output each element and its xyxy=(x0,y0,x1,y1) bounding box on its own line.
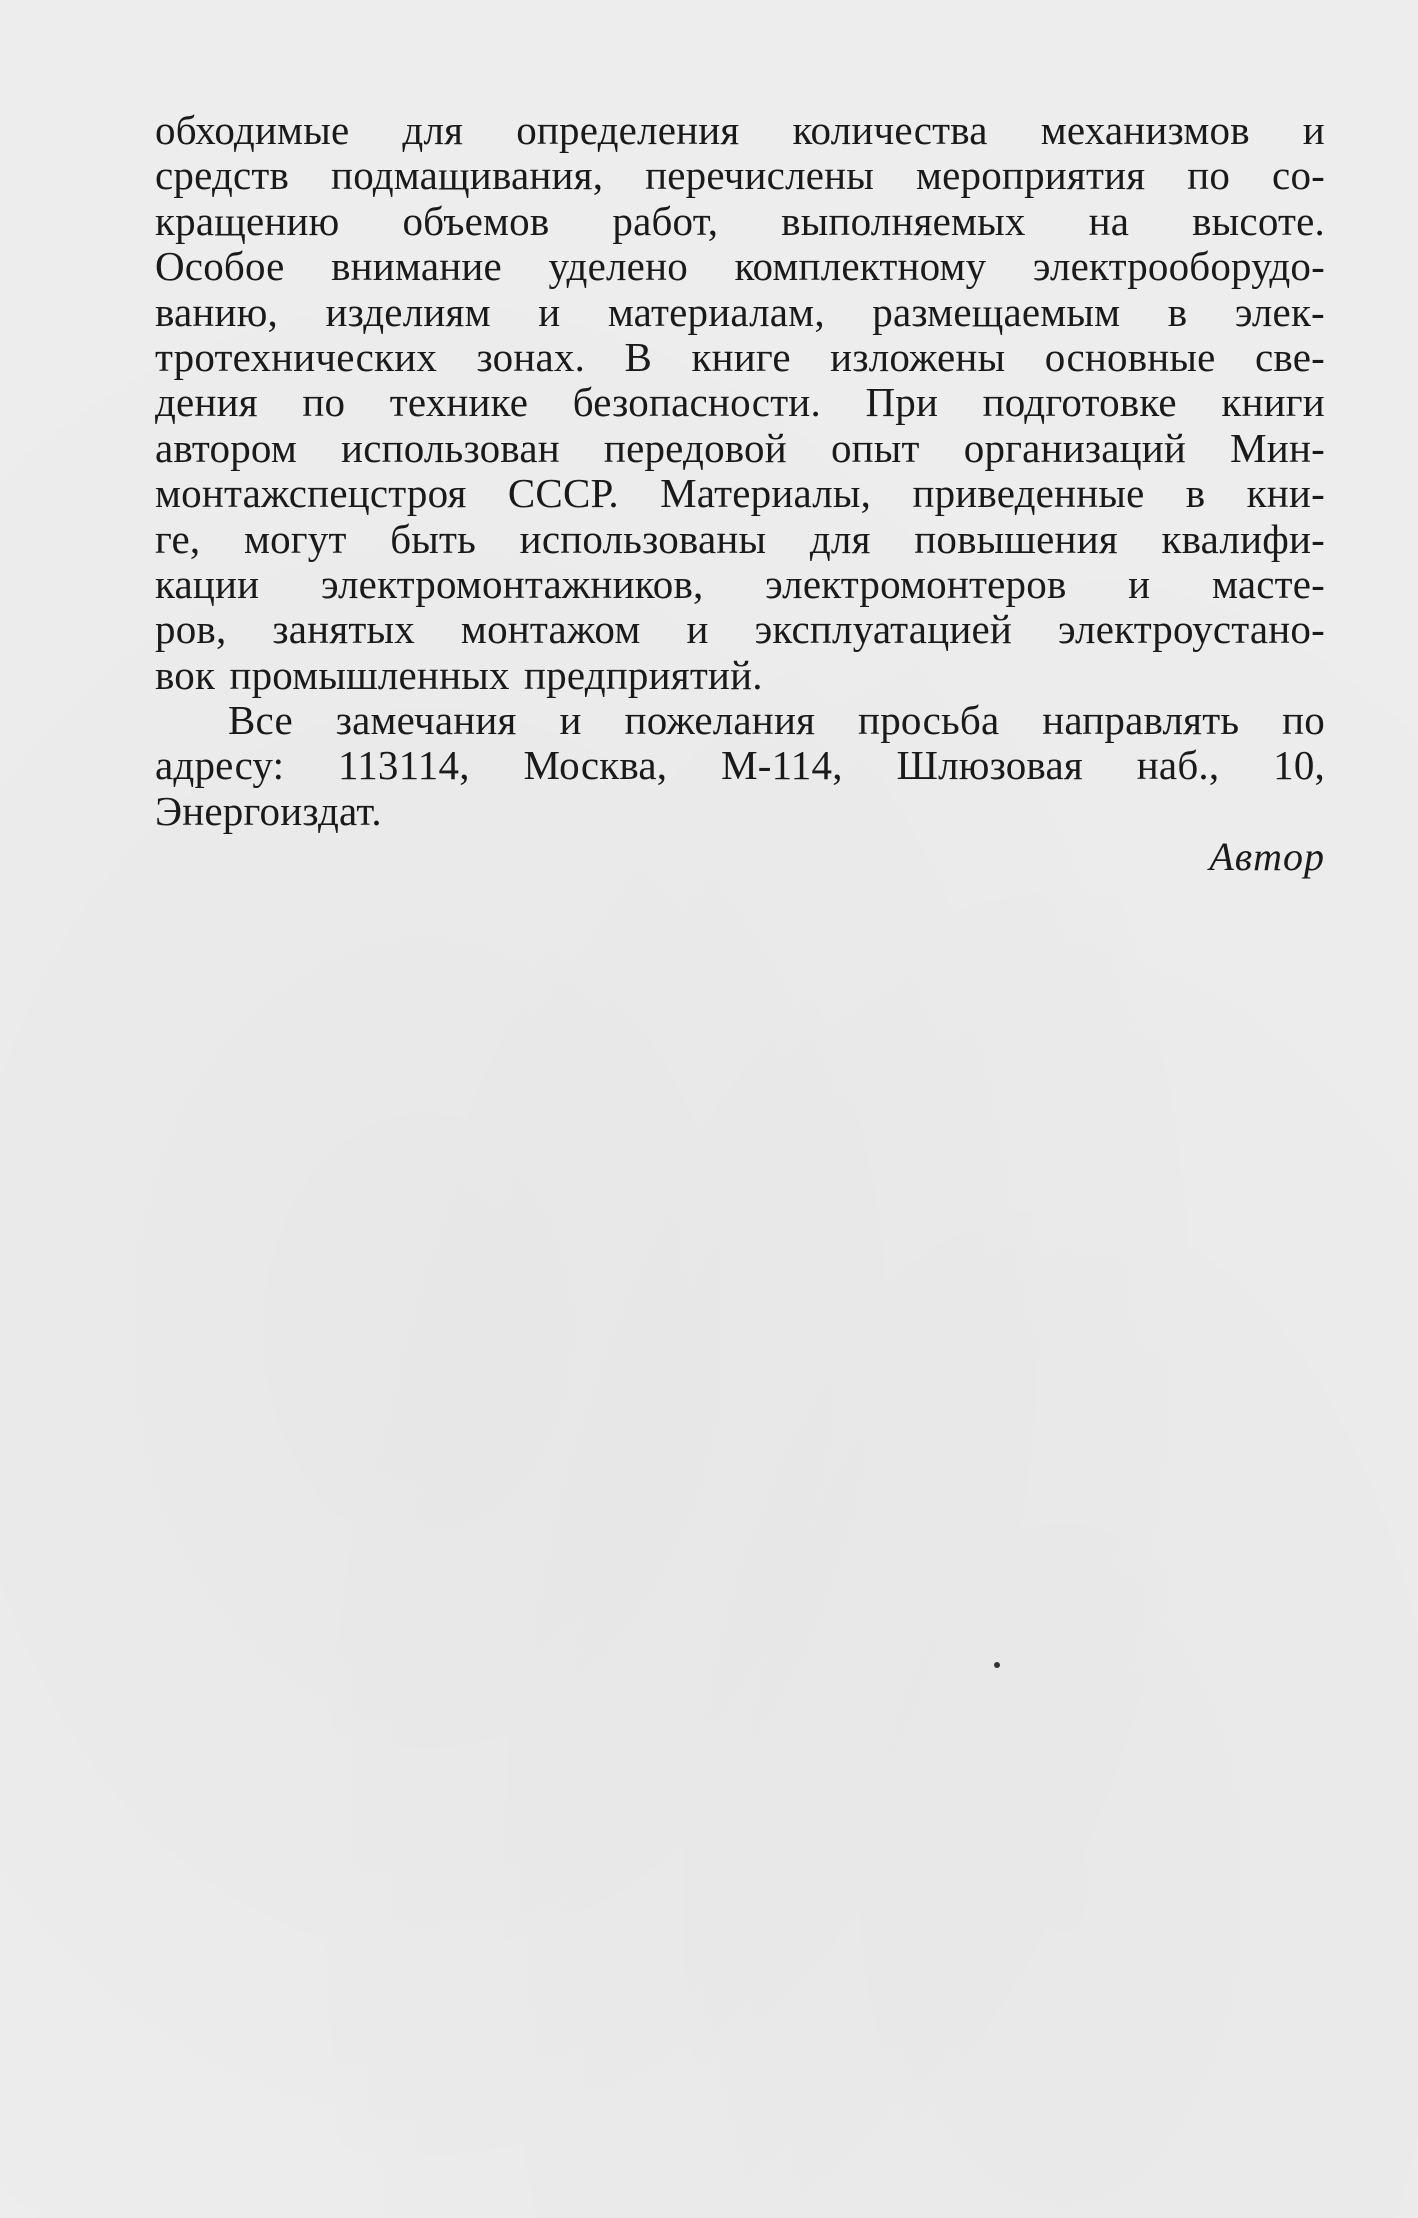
word: зонах. xyxy=(476,333,586,380)
word: Материалы, xyxy=(660,470,872,517)
word: све- xyxy=(1255,333,1325,380)
text-line xyxy=(155,653,1325,698)
word: предприятий. xyxy=(524,651,763,698)
word: подмащивания, xyxy=(331,152,604,199)
page-text xyxy=(155,108,1325,880)
word: эксплуатацией xyxy=(754,606,1013,653)
word: монтажспецстроя xyxy=(155,470,467,517)
text-line xyxy=(155,471,1325,516)
word: кни- xyxy=(1246,470,1325,517)
word: использованы xyxy=(519,515,767,562)
word: электромонтажников, xyxy=(320,560,704,607)
word: могут xyxy=(243,515,347,562)
author-signature: Автор xyxy=(1209,834,1325,880)
text-line xyxy=(155,517,1325,562)
word: мероприятия xyxy=(915,152,1146,199)
word: просьба xyxy=(858,697,1000,744)
word: для xyxy=(809,515,871,562)
word: по xyxy=(1282,697,1325,744)
word: подготовке xyxy=(982,379,1177,426)
text-line xyxy=(155,789,1325,834)
word: кации xyxy=(155,560,260,607)
word: Мин- xyxy=(1230,424,1325,471)
word: замечания xyxy=(335,697,517,744)
word: электромонтеров xyxy=(765,560,1067,607)
word: использован xyxy=(341,424,560,471)
word: Особое xyxy=(155,243,285,290)
word: автором xyxy=(155,424,297,471)
word: изложены xyxy=(830,333,1006,380)
word: в xyxy=(1185,470,1206,517)
word: электрооборудо- xyxy=(1032,243,1325,290)
text-line xyxy=(155,153,1325,198)
word: Энергоиздат. xyxy=(155,787,382,834)
word: пожелания xyxy=(624,697,816,744)
text-line xyxy=(155,607,1325,652)
text-line xyxy=(155,108,1325,153)
word: наб., xyxy=(1136,742,1220,789)
word: основные xyxy=(1044,333,1216,380)
text-line xyxy=(155,426,1325,471)
word: количества xyxy=(792,107,988,153)
word: по xyxy=(1187,152,1231,199)
text-line xyxy=(155,244,1325,289)
word: тротехнических xyxy=(155,333,438,380)
word: размещаемым xyxy=(872,288,1121,335)
word: на xyxy=(1088,197,1130,244)
word: передовой xyxy=(603,424,787,471)
word: внимание xyxy=(331,243,502,290)
word: для xyxy=(402,107,464,153)
word: ге, xyxy=(155,515,201,562)
word: и xyxy=(538,288,561,335)
word: Шлюзовая xyxy=(896,742,1083,789)
word: В xyxy=(624,333,653,380)
paragraph-2 xyxy=(155,698,1325,834)
word: быть xyxy=(390,515,477,562)
word: и xyxy=(686,606,709,653)
word: со- xyxy=(1272,152,1325,199)
word: и xyxy=(1302,107,1325,153)
word: организаций xyxy=(963,424,1187,471)
word: При xyxy=(865,379,939,426)
text-line xyxy=(155,335,1325,380)
word: объемов xyxy=(402,197,550,244)
word: дения xyxy=(155,379,258,426)
text-line xyxy=(155,743,1325,788)
word: направлять xyxy=(1042,697,1240,744)
word: промышленных xyxy=(229,651,510,698)
word: безопасности. xyxy=(572,379,821,426)
word: работ, xyxy=(612,197,719,244)
word: по xyxy=(302,379,346,426)
word: 113114, xyxy=(338,742,470,789)
text-line xyxy=(155,562,1325,607)
word: 10, xyxy=(1273,742,1325,789)
word: СССР. xyxy=(507,470,619,517)
word: адресу: xyxy=(155,742,285,789)
text-line xyxy=(155,698,1325,743)
word: Все xyxy=(228,697,293,744)
paragraph-1 xyxy=(155,108,1325,698)
word: Москва, xyxy=(523,742,668,789)
word: в xyxy=(1167,288,1188,335)
word: вок xyxy=(155,651,216,698)
word: определения xyxy=(516,107,740,153)
word: монтажом xyxy=(460,606,641,653)
word: технике xyxy=(389,379,529,426)
word: перечислены xyxy=(645,152,875,199)
word: повышения xyxy=(914,515,1118,562)
word: масте- xyxy=(1211,560,1325,607)
word: опыт xyxy=(830,424,920,471)
word: приведенные xyxy=(912,470,1145,517)
word: электроустано- xyxy=(1058,606,1325,653)
word: элек- xyxy=(1234,288,1325,335)
word: материалам, xyxy=(607,288,825,335)
word: высоте. xyxy=(1192,197,1325,244)
word: обходимые xyxy=(155,107,350,153)
word: средств xyxy=(155,152,290,199)
text-line xyxy=(155,380,1325,425)
word: книги xyxy=(1221,379,1325,426)
word: выполняемых xyxy=(781,197,1026,244)
word: кращению xyxy=(155,197,340,244)
word: ров, xyxy=(155,606,227,653)
word: и xyxy=(559,697,582,744)
word: М-114, xyxy=(721,742,843,789)
word: изделиям xyxy=(325,288,491,335)
word: и xyxy=(1128,560,1151,607)
word: механизмов xyxy=(1040,107,1250,153)
print-speck xyxy=(994,1662,1000,1668)
word: занятых xyxy=(272,606,415,653)
text-line xyxy=(155,199,1325,244)
text-line xyxy=(155,290,1325,335)
word: комплектному xyxy=(734,243,987,290)
word: книге xyxy=(691,333,791,380)
word: ванию, xyxy=(155,288,278,335)
word: уделено xyxy=(548,243,688,290)
word: квалифи- xyxy=(1161,515,1325,562)
